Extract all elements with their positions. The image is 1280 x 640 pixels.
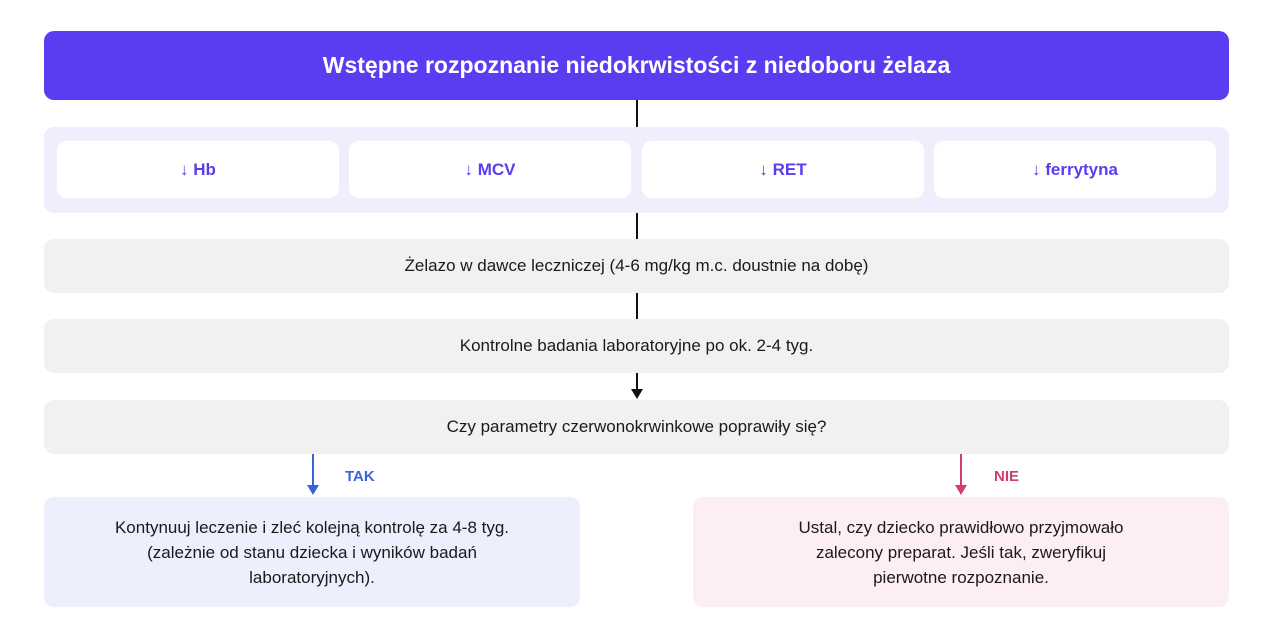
question-step (44, 400, 1229, 454)
connector-no (960, 454, 962, 486)
result-no (693, 497, 1229, 607)
arrow-down-icon (631, 389, 643, 399)
branch-label-yes: TAK (345, 468, 375, 485)
lab-tests-panel (44, 127, 1229, 213)
connector-tests-treatment (636, 213, 638, 239)
question-text: Czy parametry czerwonokrwinkowe poprawiły się? (446, 417, 827, 436)
result-no-line: zalecony preparat. Jeśli tak, zweryfikuj (815, 542, 1107, 562)
test-label: ↓ Hb (180, 159, 216, 179)
connector-treatment-control (636, 293, 638, 319)
result-no-line: Ustal, czy dziecko prawidłowo przyjmowało (798, 517, 1124, 537)
result-yes (44, 497, 580, 607)
connector-yes (312, 454, 314, 486)
connector-header-tests (636, 100, 638, 127)
control-step (44, 319, 1229, 373)
arrow-down-icon (955, 485, 967, 495)
result-no-line: pierwotne rozpoznanie. (873, 567, 1049, 587)
result-yes-line: (zależnie od stanu dziecka i wyników badań (147, 542, 477, 562)
treatment-text: Żelazo w dawce leczniczej (4-6 mg/kg m.c. doustnie na dobę) (404, 256, 869, 275)
test-label: ↓ RET (759, 159, 807, 179)
treatment-step (44, 239, 1229, 293)
test-chip-ferritin (934, 141, 1216, 198)
test-label: ↓ ferrytyna (1032, 159, 1118, 179)
control-text: Kontrolne badania laboratoryjne po ok. 2-4 tyg. (459, 336, 814, 355)
test-label: ↓ MCV (464, 159, 516, 179)
test-chip-hb (57, 141, 339, 198)
header-title: Wstępne rozpoznanie niedokrwistości z niedoboru żelaza (322, 52, 951, 78)
diagnosis-header (44, 31, 1229, 100)
result-yes-line: Kontynuuj leczenie i zleć kolejną kontrolę za 4-8 tyg. (114, 517, 510, 537)
branch-label-no: NIE (994, 468, 1020, 485)
arrow-down-icon (307, 485, 319, 495)
test-chip-ret (642, 141, 924, 198)
connector-control-question (636, 373, 638, 390)
result-yes-line: laboratoryjnych). (249, 567, 375, 587)
test-chip-mcv (349, 141, 631, 198)
